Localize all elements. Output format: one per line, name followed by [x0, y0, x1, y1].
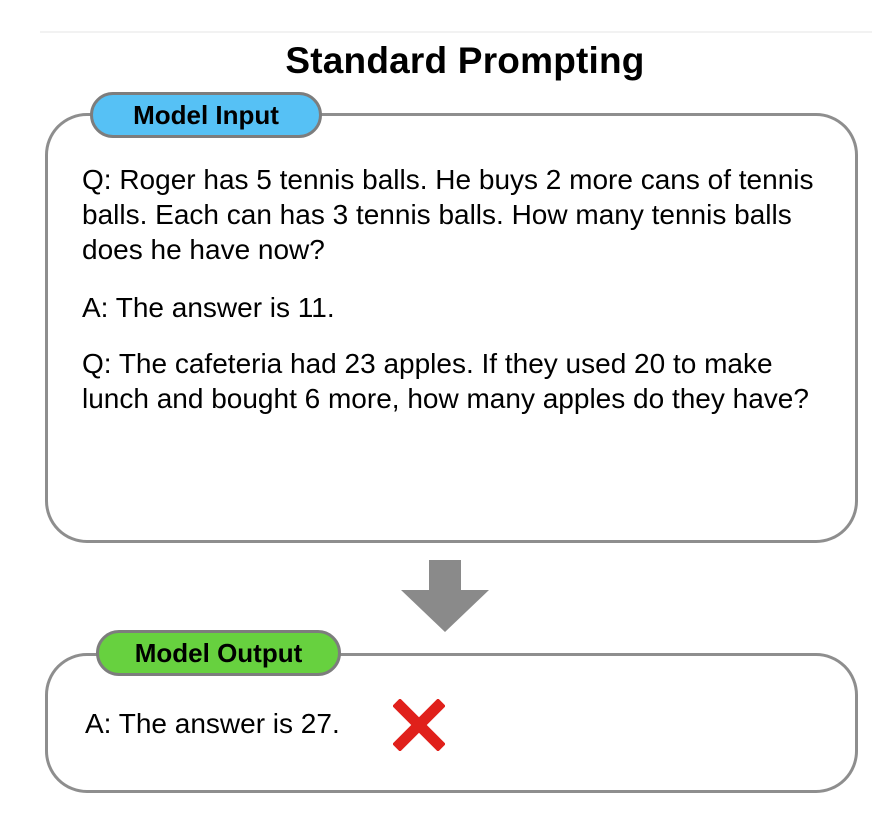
model-output-tag: Model Output [96, 630, 341, 676]
input-answer-1: A: The answer is 11. [82, 292, 335, 323]
input-question-1: Q: Roger has 5 tennis balls. He buys 2 more cans of tennis balls. Each can has 3 tennis balls. How many tennis balls does he have now? [82, 164, 814, 265]
input-question-2: Q: The cafeteria had 23 apples. If they used 20 to make lunch and bought 6 more, how many apples do they have? [82, 348, 809, 414]
model-input-tag: Model Input [90, 92, 322, 138]
diagram-title: Standard Prompting [285, 40, 645, 81]
output-answer: A: The answer is 27. [85, 708, 340, 739]
top-divider [40, 31, 872, 33]
down-arrow-icon [401, 560, 489, 632]
red-x-icon [393, 699, 445, 751]
